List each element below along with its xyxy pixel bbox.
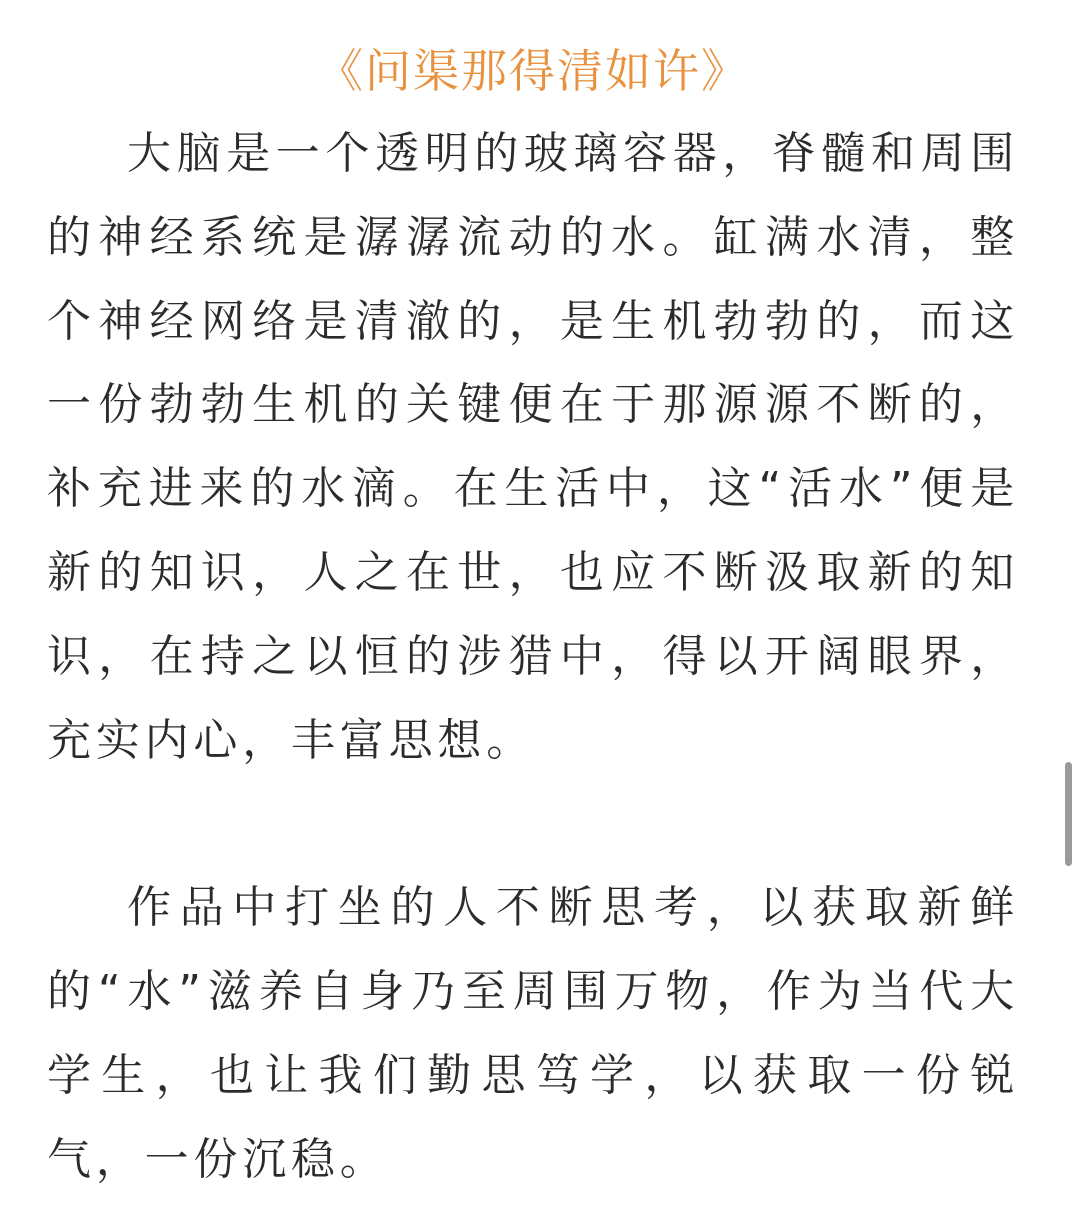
article-title: 《问渠那得清如许》 [317,44,749,98]
article-paragraph-2: 作品中打坐的人不断思考，以获取新鲜的“水”滋养自身乃至周围万物，作为当代大学生，也让我们勤思笃学，以获取一份锐气，一份沉稳。 [47,882,1019,1185]
article-paragraph-1: 大脑是一个透明的玻璃容器，脊髓和周围的神经系统是潺潺流动的水。缸满水清，整个神经网络是清澈的，是生机勃勃的，而这一份勃勃生机的关键便在于那源源不断的，补充进来的水滴。在生活中，这“活水”便是新的知识，人之在世，也应不断汲取新的知识，在持之以恒的涉猎中，得以开阔眼界，充实内心，丰富思想。 [47,128,1019,766]
scrollbar-thumb[interactable] [1065,762,1072,866]
paragraph-spacer [47,782,1019,866]
article [47,34,1019,1202]
